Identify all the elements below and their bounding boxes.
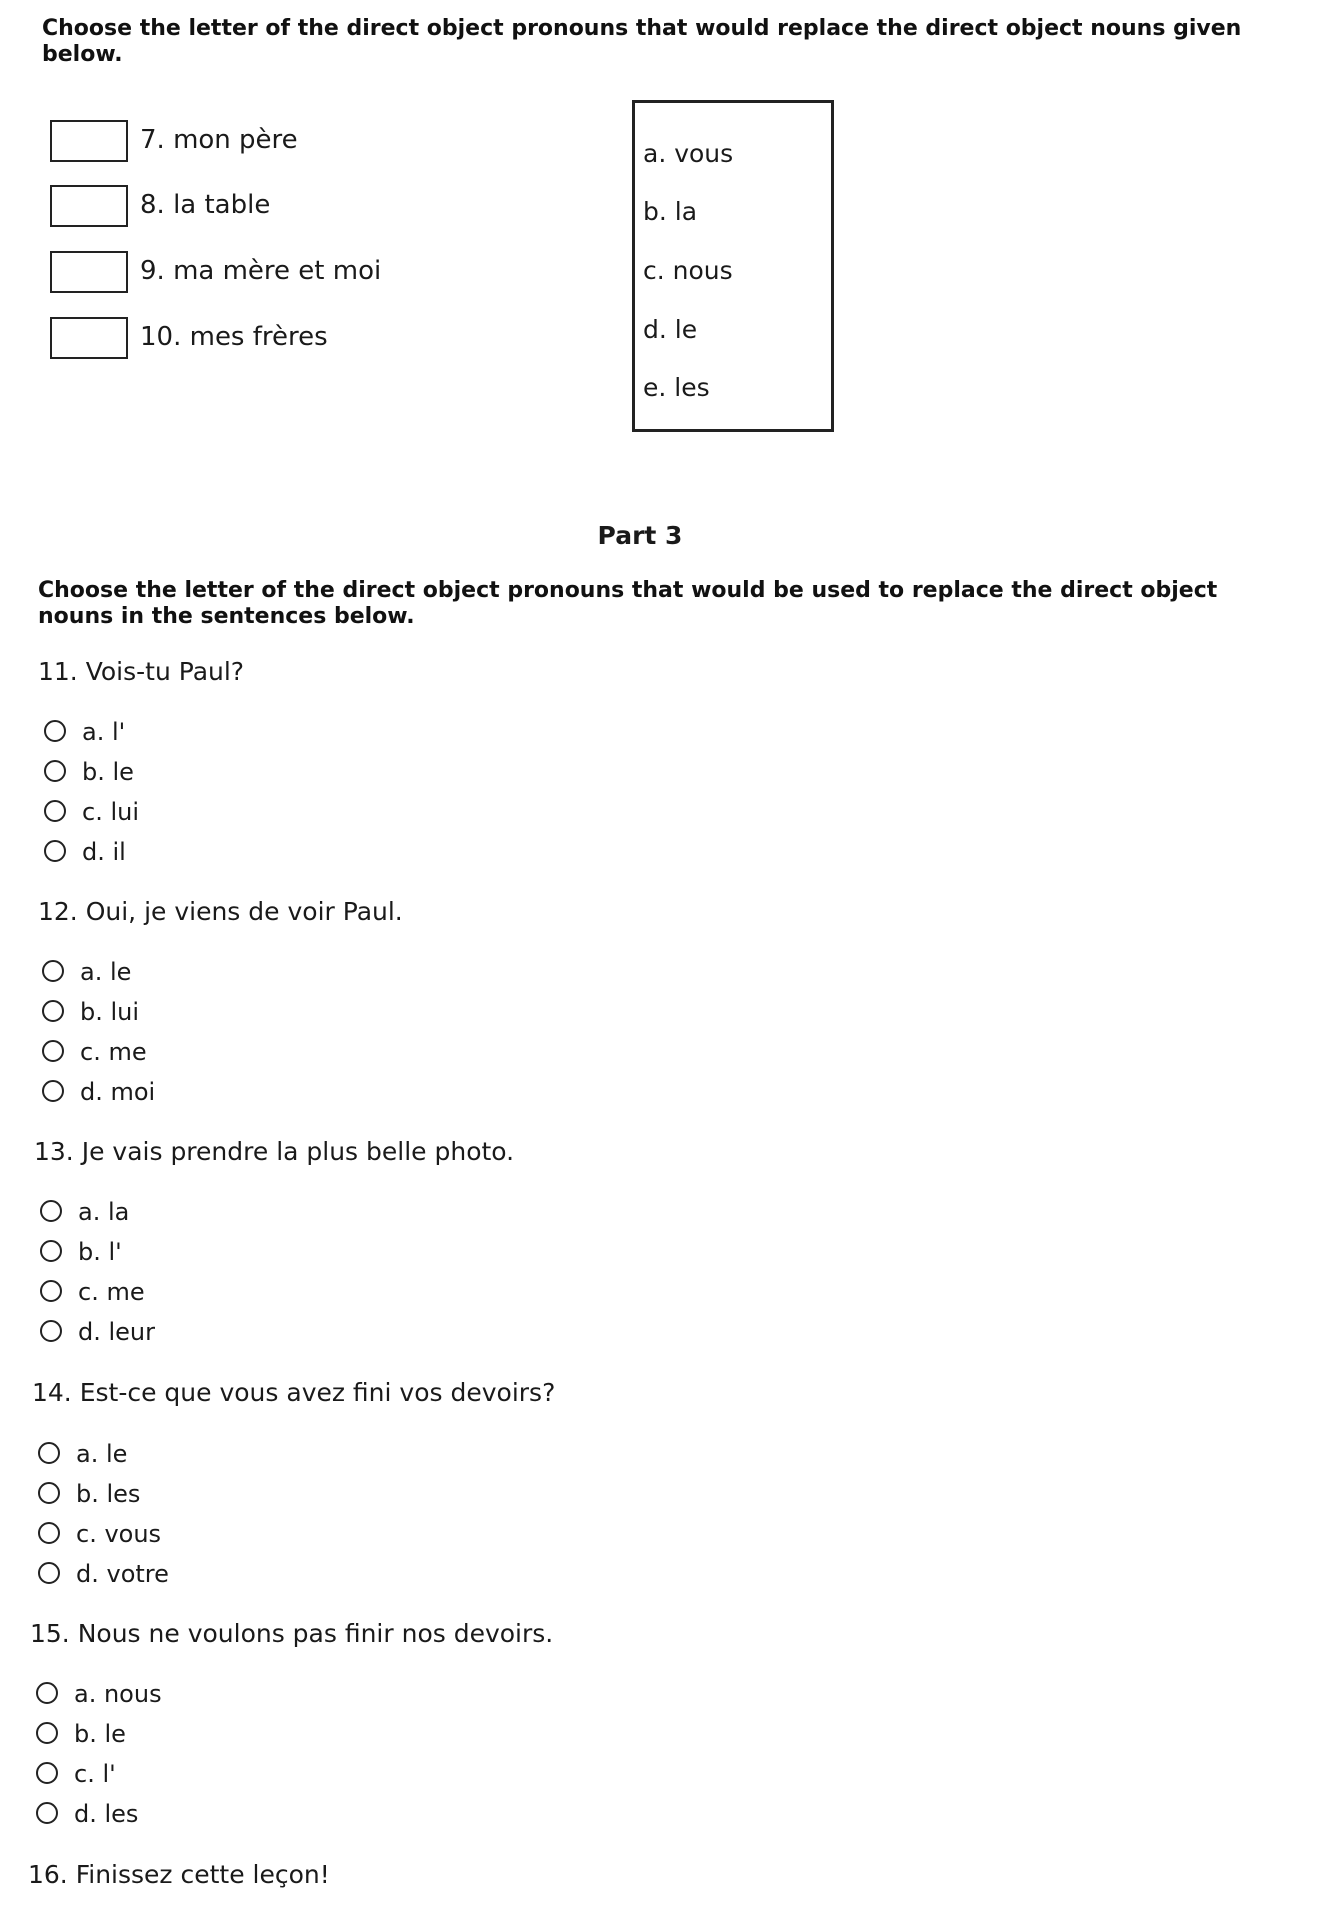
radio-button[interactable] [42, 960, 64, 982]
option-label: c. me [78, 1278, 145, 1306]
option-label: b. le [82, 758, 134, 786]
part2-instruction: Choose the letter of the direct object pronouns that would replace the direct object nouns given below. [42, 16, 1242, 67]
radio-button[interactable] [36, 1722, 58, 1744]
option-label: d. votre [76, 1560, 169, 1588]
match-label-7: 7. mon père [140, 125, 298, 155]
option-label: d. il [82, 838, 126, 866]
match-label-8: 8. la table [140, 190, 271, 220]
choice-e: e. les [643, 373, 710, 402]
part3-title: Part 3 [597, 521, 683, 550]
option-label: a. la [78, 1198, 130, 1226]
question-16: 16. Finissez cette leçon! [28, 1860, 330, 1889]
radio-button[interactable] [40, 1240, 62, 1262]
radio-button[interactable] [42, 1040, 64, 1062]
answer-box-9[interactable] [50, 251, 128, 293]
choices-box [632, 100, 834, 432]
part3-instruction: Choose the letter of the direct object pronouns that would be used to replace the direct object nouns in the sentences below. [38, 578, 1218, 629]
question-11: 11. Vois-tu Paul? [38, 657, 245, 686]
radio-button[interactable] [36, 1802, 58, 1824]
radio-button[interactable] [40, 1200, 62, 1222]
option-label: a. le [80, 958, 132, 986]
option-label: a. l' [82, 718, 126, 746]
radio-button[interactable] [38, 1442, 60, 1464]
question-12: 12. Oui, je viens de voir Paul. [38, 897, 403, 926]
radio-button[interactable] [42, 1000, 64, 1022]
radio-button[interactable] [38, 1522, 60, 1544]
option-label: c. l' [74, 1760, 116, 1788]
option-label: d. leur [78, 1318, 156, 1346]
question-13: 13. Je vais prendre la plus belle photo. [34, 1137, 515, 1166]
radio-button[interactable] [40, 1280, 62, 1302]
option-label: c. vous [76, 1520, 162, 1548]
answer-box-8[interactable] [50, 185, 128, 227]
option-label: d. moi [80, 1078, 156, 1106]
radio-button[interactable] [44, 760, 66, 782]
match-label-10: 10. mes frères [140, 322, 328, 352]
option-label: b. l' [78, 1238, 122, 1266]
choice-c: c. nous [643, 256, 733, 285]
option-label: d. les [74, 1800, 139, 1828]
radio-button[interactable] [42, 1080, 64, 1102]
radio-button[interactable] [44, 720, 66, 742]
radio-button[interactable] [44, 840, 66, 862]
option-label: a. le [76, 1440, 128, 1468]
option-label: a. nous [74, 1680, 162, 1708]
answer-box-10[interactable] [50, 317, 128, 359]
radio-button[interactable] [36, 1762, 58, 1784]
question-14: 14. Est-ce que vous avez fini vos devoirs? [32, 1378, 556, 1407]
choice-b: b. la [643, 197, 698, 226]
radio-button[interactable] [36, 1682, 58, 1704]
radio-button[interactable] [38, 1482, 60, 1504]
choice-d: d. le [643, 315, 698, 344]
match-label-9: 9. ma mère et moi [140, 256, 382, 286]
option-label: b. lui [80, 998, 140, 1026]
option-label: b. les [76, 1480, 141, 1508]
radio-button[interactable] [38, 1562, 60, 1584]
answer-box-7[interactable] [50, 120, 128, 162]
radio-button[interactable] [44, 800, 66, 822]
choice-a: a. vous [643, 139, 734, 168]
option-label: c. me [80, 1038, 147, 1066]
option-label: b. le [74, 1720, 126, 1748]
radio-button[interactable] [40, 1320, 62, 1342]
option-label: c. lui [82, 798, 139, 826]
question-15: 15. Nous ne voulons pas finir nos devoirs. [30, 1619, 554, 1648]
